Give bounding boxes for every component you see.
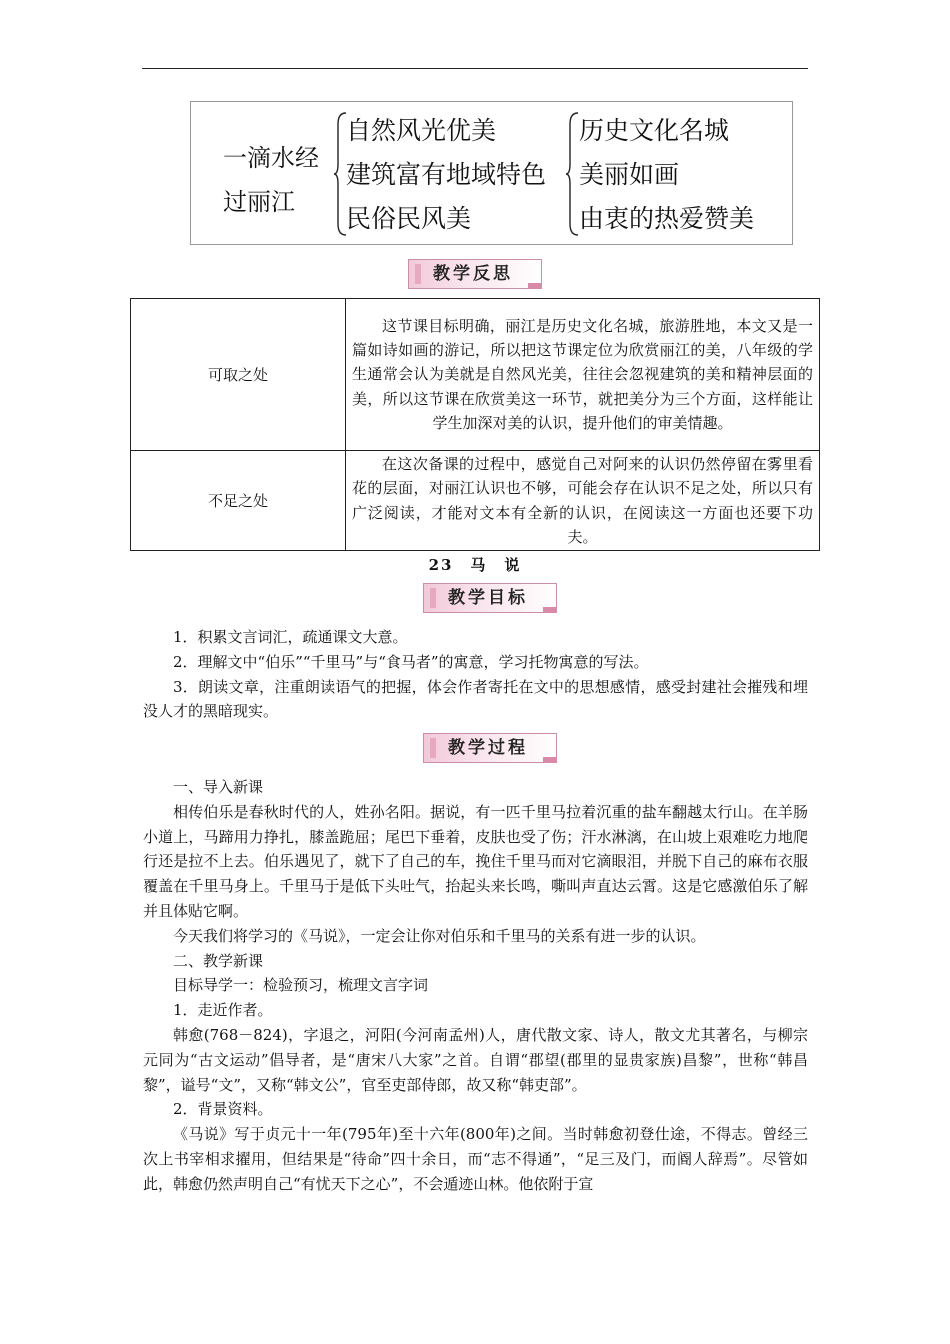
subsection-heading: 目标导学一：检验预习，梳理文言字词 (173, 976, 429, 995)
reflection-table (130, 298, 820, 551)
diagram-item: 自然风光优美 (346, 116, 497, 145)
header-rule (142, 68, 808, 69)
process-body (143, 775, 808, 1197)
banner-label: 教学过程 (448, 738, 528, 758)
subsection-heading: 2．背景资料。 (173, 1100, 273, 1119)
banner-ribbon (415, 264, 421, 284)
paragraph: 韩愈(768－824)，字退之，河阳(今河南孟州)人，唐代散文家、诗人，散文尤其著名，与柳宗元同为“古文运动”倡导者，是“唐宋八大家”之首。自谓“郡望(郡里的显贵家族)昌黎”，世称“韩昌黎”，谥号“文”，又称“韩文公”，官至吏部侍郎，故又称“韩吏部”。 (143, 1025, 808, 1094)
subsection-heading: 1．走近作者。 (173, 1001, 273, 1020)
banner-ribbon (543, 607, 557, 613)
paragraph: 相传伯乐是春秋时代的人，姓孙名阳。据说，有一匹千里马拉着沉重的盐车翻越太行山。在羊肠小道上，马蹄用力挣扎，膝盖跪屈；尾巴下垂着，皮肤也受了伤；汗水淋漓，在山坡上艰难吃力地爬行还是拉不上去。伯乐遇见了，就下了自己的车，挽住千里马而对它滴眼泪，并脱下自己的麻布衣服覆盖在千里马身上。千里马于是低下头吐气，抬起头来长鸣，嘶叫声直达云霄。这是它感激伯乐了解并且体贴它啊。 (143, 802, 808, 920)
table-cell-text: 这节课目标明确，丽江是历史文化名城，旅游胜地，本文又是一篇如诗如画的游记，所以把这节课定位为欣赏丽江的美，八年级的学生通常会认为美就是自然风光美，往往会忽视建筑的美和精神层面的美，所以这节课在欣赏美这一环节，就把美分为三个方面，这样能让学生加深对美的认识，提升他们的审美情趣。 (346, 299, 820, 451)
diagram-item: 民俗民风美 (346, 204, 472, 233)
paragraph: 《马说》写于贞元十一年(795年)至十六年(800年)之间。当时韩愈初登仕途，不得志。曾经三次上书宰相求擢用，但结果是“待命”四十余日，而“志不得通”，“足三及门，而阍人辞焉”。尽管如此，韩愈仍然声明自己“有忧天下之心”，不会遁迹山林。他依附于宣 (143, 1125, 808, 1193)
paragraph: 今天我们将学习的《马说》，一定会让你对伯乐和千里马的关系有进一步的认识。 (173, 926, 706, 945)
diagram-title-line: 一滴水经 (223, 144, 319, 172)
goal-item: 3．朗读文章，注重朗读语气的把握，体会作者寄托在文中的思想感情，感受封建社会摧残和埋没人才的黑暗现实。 (143, 677, 808, 721)
goal-item: 1．积累文言词汇，疏通课文大意。 (173, 628, 408, 646)
section-heading: 一、导入新课 (173, 778, 264, 796)
diagram-title (223, 136, 319, 224)
banner-ribbon (430, 738, 436, 758)
goal-item: 2．理解文中“伯乐”“千里马”与“食马者”的寓意，学习托物寓意的写法。 (173, 652, 649, 671)
diagram-item: 历史文化名城 (579, 116, 730, 145)
table-cell-label: 不足之处 (131, 451, 346, 551)
section-banner-reflection (408, 259, 542, 289)
banner-label: 教学反思 (433, 264, 513, 284)
section-banner-goals (423, 583, 557, 613)
diagram-item: 建筑富有地域特色 (346, 160, 547, 189)
banner-ribbon (543, 757, 557, 763)
goals-list (143, 625, 808, 724)
diagram-column-aspects (346, 109, 546, 241)
banner-ribbon (430, 588, 436, 608)
section-heading: 二、教学新课 (173, 951, 264, 970)
diagram-title-line: 过丽江 (223, 188, 295, 216)
banner-ribbon (528, 283, 542, 289)
banner-label: 教学目标 (448, 588, 528, 608)
left-brace-icon (565, 112, 579, 236)
table-cell-text: 在这次备课的过程中，感觉自己对阿来的认识仍然停留在雾里看花的层面，对丽江认识也不够，可能会存在认识不足之处，所以只有广泛阅读，才能对文本有全新的认识，在阅读这一方面也还要下功夫。 (346, 451, 820, 551)
section-banner-process (423, 733, 557, 763)
table-row (131, 299, 820, 451)
left-brace-icon (333, 112, 347, 236)
summary-diagram (190, 101, 793, 245)
diagram-item: 美丽如画 (579, 160, 680, 189)
table-row (131, 451, 820, 551)
lesson-title: 23 马 说 (428, 556, 522, 574)
table-cell-label: 可取之处 (131, 299, 346, 451)
diagram-item: 由衷的热爱赞美 (579, 204, 755, 233)
diagram-column-themes (579, 109, 754, 241)
